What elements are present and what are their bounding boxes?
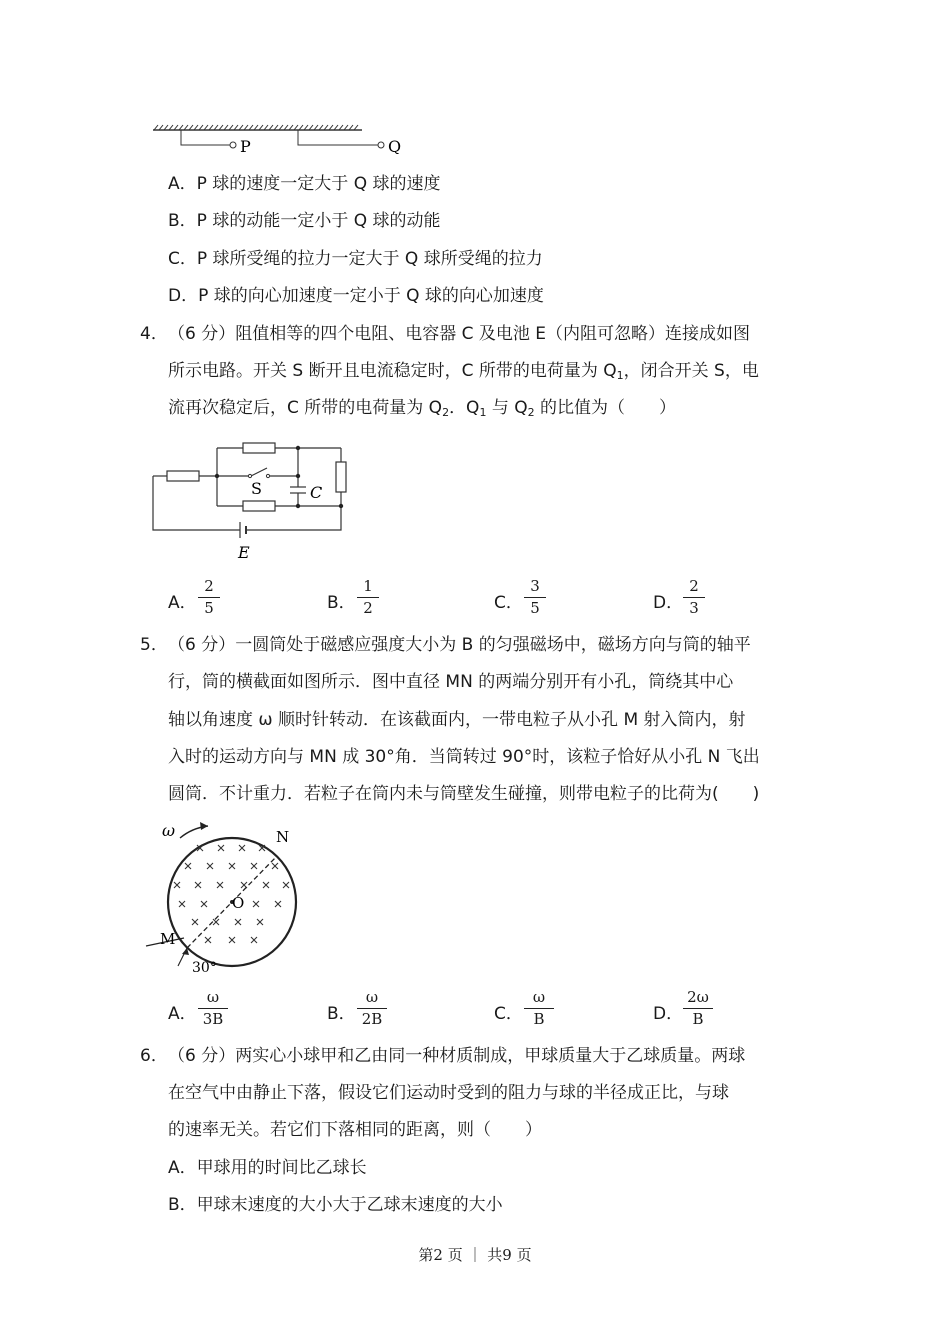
- page-footer: 第2 页 ｜ 共9 页: [418, 1246, 532, 1264]
- omega-label: ω: [162, 821, 176, 840]
- q6-option-a[interactable]: A．甲球用的时间比乙球长: [168, 1158, 367, 1178]
- battery-label: E: [238, 543, 250, 562]
- q5-text-line3: 轴以角速度 ω 顺时针转动．在该截面内，一带电粒子从小孔 M 射入筒内，射: [168, 710, 746, 730]
- pendulum-figure: [148, 124, 418, 154]
- q4-option-d[interactable]: D． $\frac{2}{3}$: [653, 577, 713, 621]
- q5-option-c[interactable]: C． $\frac{\omega}{B}$: [494, 988, 564, 1032]
- switch-label: S: [251, 479, 262, 498]
- q5-text-line4: 入时的运动方向与 MN 成 30°角．当筒转过 90°时，该粒子恰好从小孔 N 飞出: [168, 747, 760, 767]
- capacitor-label: C: [310, 483, 323, 502]
- point-m-label: M: [160, 930, 176, 948]
- q5-text-line5: 圆筒．不计重力．若粒子在筒内未与筒壁发生碰撞，则带电粒子的比荷为( ): [168, 784, 760, 804]
- q4-option-b[interactable]: B． $\frac{1}{2}$: [327, 577, 387, 621]
- q5-text-line1: （6 分）一圆筒处于磁感应强度大小为 B 的匀强磁场中，磁场方向与筒的轴平: [168, 635, 751, 655]
- q5-option-a[interactable]: A． $\frac{\omega}{3B}$: [168, 988, 238, 1032]
- ball-p-label: P: [240, 137, 251, 154]
- q3-option-d[interactable]: D．P 球的向心加速度一定小于 Q 球的向心加速度: [168, 286, 544, 306]
- q3-option-a[interactable]: A．P 球的速度一定大于 Q 球的速度: [168, 174, 441, 194]
- q6-option-b[interactable]: B．甲球末速度的大小大于乙球末速度的大小: [168, 1195, 503, 1215]
- q6-text-line2: 在空气中由静止下落，假设它们运动时受到的阻力与球的半径成正比，与球: [168, 1083, 729, 1103]
- angle-label: 30°: [192, 960, 217, 976]
- q3-option-b[interactable]: B．P 球的动能一定小于 Q 球的动能: [168, 211, 441, 231]
- circuit-diagram: [145, 438, 355, 566]
- q6-text-line3: 的速率无关。若它们下落相同的距离，则（ ）: [168, 1120, 542, 1140]
- q4-option-a[interactable]: A． $\frac{2}{5}$: [168, 577, 228, 621]
- q6-number: 6．: [140, 1046, 168, 1066]
- point-n-label: N: [276, 828, 290, 846]
- q5-number: 5．: [140, 635, 168, 655]
- q6-text-line1: （6 分）两实心小球甲和乙由同一种材质制成，甲球质量大于乙球质量。两球: [168, 1046, 746, 1066]
- q4-text-line1: （6 分）阻值相等的四个电阻、电容器 C 及电池 E（内阻可忽略）连接成如图: [168, 324, 751, 344]
- q4-number: 4．: [140, 324, 168, 344]
- q5-option-d[interactable]: D． $\frac{2\omega}{B}$: [653, 988, 733, 1032]
- q4-text-line2: 所示电路。开关 S 断开且电流稳定时，C 所带的电荷量为 $Q_1$，闭合开关 S，电: [168, 361, 759, 382]
- q3-option-c[interactable]: C．P 球所受绳的拉力一定大于 Q 球所受绳的拉力: [168, 249, 543, 269]
- magnetic-cylinder-figure: [140, 820, 315, 980]
- q5-text-line2: 行，筒的横截面如图所示．图中直径 MN 的两端分别开有小孔，筒绕其中心: [168, 672, 734, 692]
- q5-option-b[interactable]: B． $\frac{\omega}{2B}$: [327, 988, 397, 1032]
- center-o-label: O: [232, 894, 245, 912]
- q4-option-c[interactable]: C． $\frac{3}{5}$: [494, 577, 554, 621]
- q4-text-line3: 流再次稳定后，C 所带的电荷量为 $Q_2$．$Q_1$ 与 $Q_2$ 的比值为（ ）: [168, 398, 677, 419]
- ball-q-label: Q: [388, 137, 402, 154]
